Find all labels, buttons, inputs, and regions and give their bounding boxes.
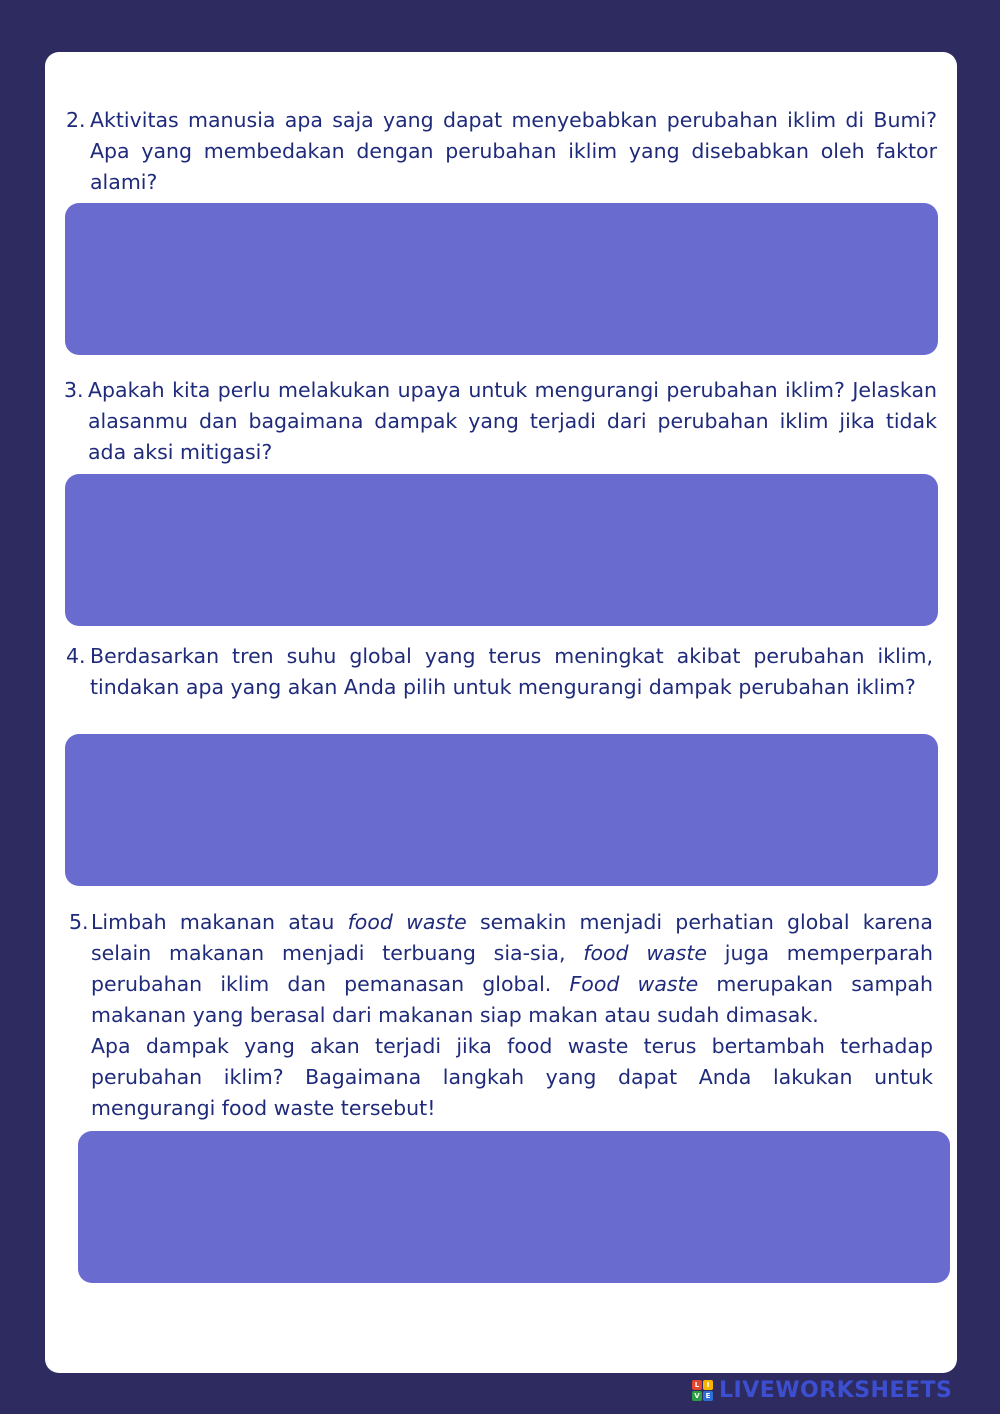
question-text: Berdasarkan tren suhu global yang terus meningkat akibat perubahan iklim, tindakan apa yang akan Anda pilih untuk mengurangi dampak perubahan iklim? bbox=[90, 644, 933, 699]
answer-box-5[interactable] bbox=[78, 1131, 950, 1283]
question-text-paragraph-2: Apa dampak yang akan terjadi jika food waste terus bertambah terhadap perubahan iklim? Bagaimana langkah yang dapat Anda lakukan untuk mengurangi food waste tersebut! bbox=[91, 1034, 933, 1120]
question-3 bbox=[64, 375, 937, 468]
question-text: Aktivitas manusia apa saja yang dapat menyebabkan perubahan iklim di Bumi? Apa yang membedakan dengan perubahan iklim yang disebabkan oleh faktor alami? bbox=[90, 108, 937, 194]
answer-box-2[interactable] bbox=[65, 203, 938, 355]
question-number: 4. bbox=[66, 644, 86, 668]
logo-letter: I bbox=[703, 1380, 713, 1390]
logo-letter: L bbox=[692, 1380, 702, 1390]
logo-letter: E bbox=[703, 1391, 713, 1401]
question-text bbox=[91, 907, 933, 1031]
answer-box-4[interactable] bbox=[65, 734, 938, 886]
text-span: juga memperparah perubahan iklim dan pemanasan global. bbox=[91, 941, 933, 996]
liveworksheets-brand bbox=[692, 1378, 952, 1402]
question-4 bbox=[66, 641, 933, 703]
brand-name: LIVEWORKSHEETS bbox=[719, 1377, 953, 1403]
question-5 bbox=[69, 907, 933, 1124]
italic-term: Food waste bbox=[569, 972, 699, 996]
text-span: merupakan sampah makanan yang berasal dari makanan siap makan atau sudah dimasak. bbox=[91, 972, 933, 1027]
text-span: Limbah makanan atau bbox=[91, 910, 348, 934]
italic-term: food waste bbox=[583, 941, 707, 965]
question-2 bbox=[66, 105, 937, 198]
text-span: semakin menjadi perhatian global karena selain makanan menjadi terbuang sia-sia, bbox=[91, 910, 933, 965]
question-number: 5. bbox=[69, 910, 89, 934]
logo-letter: V bbox=[692, 1391, 702, 1401]
question-number: 3. bbox=[64, 378, 84, 402]
answer-box-3[interactable] bbox=[65, 474, 938, 626]
question-text: Apakah kita perlu melakukan upaya untuk mengurangi perubahan iklim? Jelaskan alasanmu dan bagaimana dampak yang terjadi dari perubahan iklim jika tidak ada aksi mitigasi? bbox=[88, 378, 937, 464]
liveworksheets-logo-icon bbox=[692, 1380, 713, 1401]
italic-term: food waste bbox=[347, 910, 467, 934]
question-number: 2. bbox=[66, 108, 86, 132]
